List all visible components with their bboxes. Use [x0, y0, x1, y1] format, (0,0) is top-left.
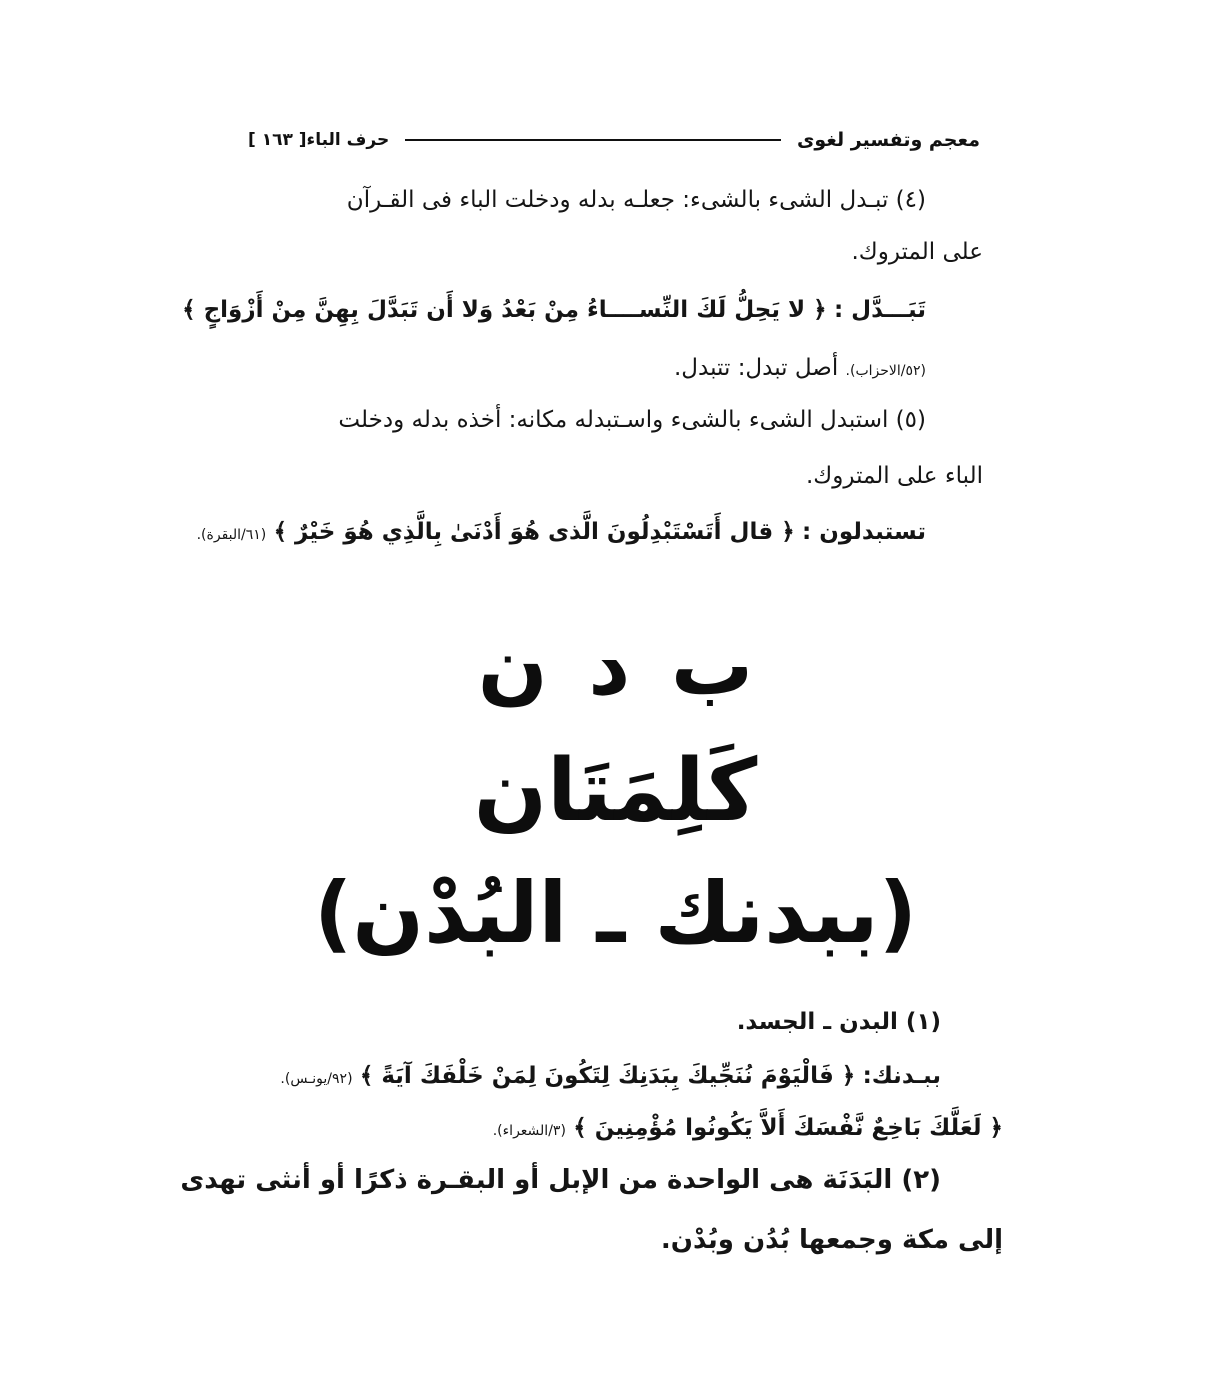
entry-4-note: أصل تبدل: تتبدل. — [674, 355, 839, 381]
entry-2-line-2: إلى مكة وجمعها بُدُن وبُدْن. — [660, 1225, 1003, 1255]
entry-1-definition: (١) البدن ـ الجسد. — [736, 1009, 941, 1035]
entry-4-line-1: (٤) تبـدل الشىء بالشىء: جعلـه بدله ودخلت الباء فى القـرآن — [346, 187, 926, 213]
entry-4-word: تَبَـــدَّل : — [833, 297, 926, 323]
word-count-heading: كَلِمَتَان — [473, 741, 758, 841]
entry-1-verse-line — [280, 1056, 941, 1099]
entry-1-word: ببـدنك: — [862, 1063, 941, 1089]
words-heading: (ببدنك ـ البُدْن) — [314, 864, 917, 962]
entry-2-line-1: (٢) البَدَنَة هى الواحدة من الإبل أو البقـرة ذكرًا أو أنثى تهدى — [180, 1165, 941, 1195]
entry-5-word: تستبدلون : — [802, 519, 926, 545]
section-page-number: حرف الباء[ ١٦٣ ] — [248, 130, 390, 150]
entry-4-verse: ﴿ لا يَحِلُّ لَكَ النِّســــاءُ مِنْ بَعْدُ وَلا أَن تَبَدَّلَ بِهِنَّ مِنْ أَزْوَاجٍ ﴾ — [182, 297, 827, 323]
entry-1-ref-2: (٣/الشعراء). — [492, 1123, 566, 1139]
entry-4-verse-line — [182, 290, 926, 330]
entry-5-verse: ﴿ قال أَتَسْتَبْدِلُونَ الَّذى هُوَ أَدْنَىٰ بِالَّذِي هُوَ خَيْرٌ ﴾ — [273, 519, 795, 545]
entry-1-verse-2: ﴿ لَعَلَّكَ بَاخِعٌ نَّفْسَكَ أَلاَّ يَكُونُوا مُؤْمِنِينَ ﴾ — [573, 1115, 1003, 1141]
header-rule — [405, 139, 781, 141]
entry-1-verse: ﴿ فَالْيَوْمَ نُنَجِّيكَ بِبَدَنِكَ لِتَكُونَ لِمَنْ خَلْفَكَ آيَةً ﴾ — [359, 1063, 856, 1089]
page-header — [248, 120, 980, 160]
entry-5-ref: (٦١/البقرة). — [196, 527, 267, 543]
book-title: معجم وتفسير لغوى — [796, 129, 980, 151]
entry-4-line-2: على المتروك. — [851, 239, 983, 265]
entry-5-verse-line — [197, 512, 926, 555]
entry-4-ref: (٥٢/الاحزاب). — [845, 363, 926, 379]
entry-5-line-2: الباء على المتروك. — [806, 463, 983, 489]
entry-4-ref-line — [674, 348, 926, 391]
root-letters-heading: ب د ن — [477, 619, 754, 714]
entry-1-verse-2-line — [493, 1108, 1003, 1151]
entry-1-ref: (٩٢/يونـس). — [280, 1071, 353, 1087]
entry-5-line-1: (٥) استبدل الشىء بالشىء واسـتبدله مكانه: أخذه بدله ودخلت — [338, 407, 926, 433]
